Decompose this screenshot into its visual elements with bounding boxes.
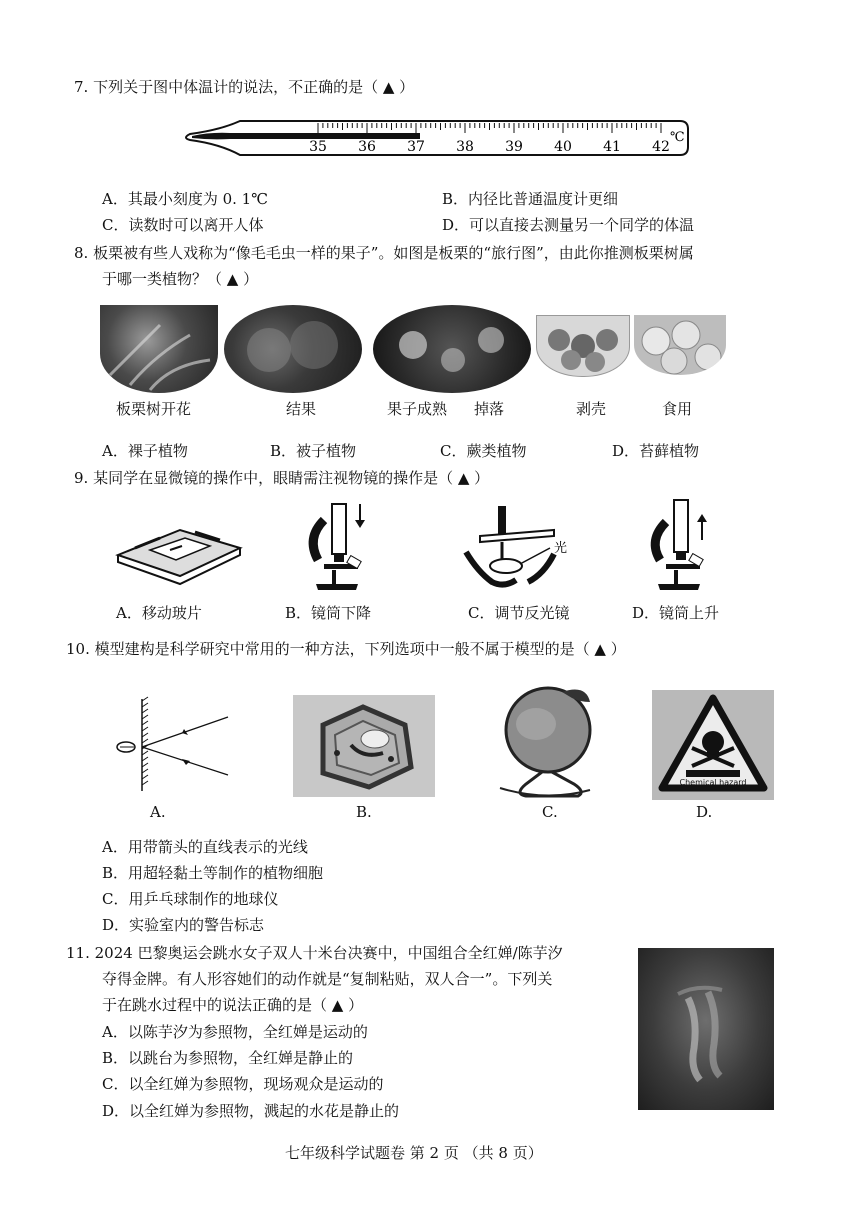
q9-option-b: B．镜筒下降 bbox=[285, 604, 372, 622]
mirror-hatch-line bbox=[142, 715, 148, 719]
q7-option-a: A．其最小刻度为 0. 1℃ bbox=[102, 190, 269, 208]
q11-stem-line2: 夺得金牌。有人形容她们的动作就是“复制粘贴，双人合一”。下列关 bbox=[102, 970, 553, 988]
q11-stem-line1: 11. 2024 巴黎奥运会跳水女子双人十米台决赛中，中国组合全红婵/陈芋汐 bbox=[66, 944, 563, 962]
thermometer-tick-label: 39 bbox=[505, 139, 523, 155]
thermometer-tick-label: 35 bbox=[309, 139, 327, 155]
q8-caption-fall: 掉落 bbox=[474, 400, 505, 418]
q10-option-c: C．用乒乓球制作的地球仪 bbox=[102, 890, 279, 908]
q10-option-d: D．实验室内的警告标志 bbox=[102, 916, 265, 934]
chestnut-flower-photo bbox=[100, 305, 218, 393]
chestnut-eating-photo bbox=[634, 315, 726, 375]
q10-fig-label-c: C. bbox=[542, 803, 558, 821]
q10-hazard-sign-photo bbox=[652, 690, 774, 800]
q10-fig-label-a: A. bbox=[150, 803, 166, 821]
q9-slide-figure bbox=[110, 510, 245, 590]
q10-globe-figure bbox=[486, 684, 604, 802]
mirror-hatch-line bbox=[142, 697, 148, 701]
q8-caption-flower: 板栗树开花 bbox=[116, 400, 192, 418]
q11-option-c: C．以全红婵为参照物，现场观众是运动的 bbox=[102, 1075, 384, 1093]
q8-option-b: B．被子植物 bbox=[270, 442, 357, 460]
q8-option-d: D．苔藓植物 bbox=[612, 442, 700, 460]
q8-option-a: A．裸子植物 bbox=[102, 442, 188, 460]
mirror-hatch-line bbox=[142, 739, 148, 743]
thermometer-tick-label: 38 bbox=[456, 139, 474, 155]
q9-stem: 9. 某同学在显微镜的操作中，眼睛需注视物镜的操作是（ ▲ ） bbox=[74, 469, 490, 487]
q10-fig-label-b: B. bbox=[356, 803, 372, 821]
q9-light-label: 光 bbox=[554, 541, 568, 556]
q10-stem: 10. 模型建构是科学研究中常用的一种方法，下列选项中一般不属于模型的是（ ▲ ） bbox=[66, 640, 626, 658]
q10-cell-model-photo bbox=[293, 695, 435, 797]
mirror-hatch-line bbox=[142, 763, 148, 767]
mirror-hatch-line bbox=[142, 733, 148, 737]
q8-option-c: C．蕨类植物 bbox=[440, 442, 527, 460]
q9-tube-down-figure bbox=[298, 498, 378, 596]
q7-option-b: B．内径比普通温度计更细 bbox=[442, 190, 619, 208]
hazard-sign-text: Chemical hazard bbox=[679, 778, 747, 787]
q8-caption-eat: 食用 bbox=[662, 400, 693, 418]
q11-option-b: B．以跳台为参照物，全红婵是静止的 bbox=[102, 1049, 354, 1067]
q11-option-a: A．以陈芋汐为参照物，全红婵是运动的 bbox=[102, 1023, 368, 1041]
chestnut-fruit-photo bbox=[224, 305, 362, 393]
thermometer-tick-label: 37 bbox=[407, 139, 425, 155]
q9-option-c: C．调节反光镜 bbox=[468, 604, 570, 622]
mirror-hatch-line bbox=[142, 703, 148, 707]
q8-caption-ripe: 果子成熟 bbox=[387, 400, 448, 418]
q7-stem: 7. 下列关于图中体温计的说法，不正确的是（ ▲ ） bbox=[74, 78, 415, 96]
q9-tube-up-figure bbox=[640, 494, 720, 596]
thermometer-unit: ℃ bbox=[670, 130, 685, 145]
q7-option-c: C．读数时可以离开人体 bbox=[102, 216, 264, 234]
mirror-hatch-line bbox=[142, 727, 148, 731]
q9-mirror-figure bbox=[458, 502, 583, 594]
q9-option-a: A．移动玻片 bbox=[116, 604, 202, 622]
q10-fig-label-d: D. bbox=[696, 803, 713, 821]
q7-option-d: D．可以直接去测量另一个同学的体温 bbox=[442, 216, 695, 234]
q8-caption-peel: 剥壳 bbox=[576, 400, 607, 418]
chestnut-peeled-photo bbox=[536, 315, 630, 377]
q11-stem-line3: 于在跳水过程中的说法正确的是（ ▲ ） bbox=[102, 996, 364, 1014]
q8-stem-line2: 于哪一类植物？（ ▲ ） bbox=[102, 270, 259, 288]
q10-option-b: B．用超轻黏土等制作的植物细胞 bbox=[102, 864, 324, 882]
thermometer-tick-label: 36 bbox=[358, 139, 376, 155]
page-footer: 七年级科学试题卷 第 2 页 （共 8 页） bbox=[285, 1144, 543, 1162]
q8-caption-fruit: 结果 bbox=[286, 400, 317, 418]
q10-option-a: A．用带箭头的直线表示的光线 bbox=[102, 838, 308, 856]
q8-stem-line1: 8. 板栗被有些人戏称为“像毛毛虫一样的果子”。如图是板栗的“旅行图”，由此你推测板栗树属 bbox=[74, 244, 694, 262]
thermometer-figure bbox=[180, 114, 692, 160]
mirror-hatch-line bbox=[142, 769, 148, 773]
mirror-hatch-line bbox=[142, 757, 148, 761]
q10-light-ray-figure bbox=[108, 695, 234, 795]
thermometer-tick-label: 40 bbox=[554, 139, 572, 155]
mirror-hatch-line bbox=[142, 781, 148, 785]
q11-diving-photo bbox=[638, 948, 774, 1110]
chestnut-ripe-photo bbox=[373, 305, 531, 393]
mirror-hatch-line bbox=[142, 775, 148, 779]
q9-option-d: D．镜筒上升 bbox=[632, 604, 720, 622]
q11-option-d: D．以全红婵为参照物，溅起的水花是静止的 bbox=[102, 1102, 400, 1120]
mirror-hatch-line bbox=[142, 709, 148, 713]
thermometer-tick-label: 41 bbox=[603, 139, 621, 155]
thermometer-tick-label: 42 bbox=[652, 139, 670, 155]
mirror-hatch-line bbox=[142, 751, 148, 755]
mirror-hatch-line bbox=[142, 721, 148, 725]
